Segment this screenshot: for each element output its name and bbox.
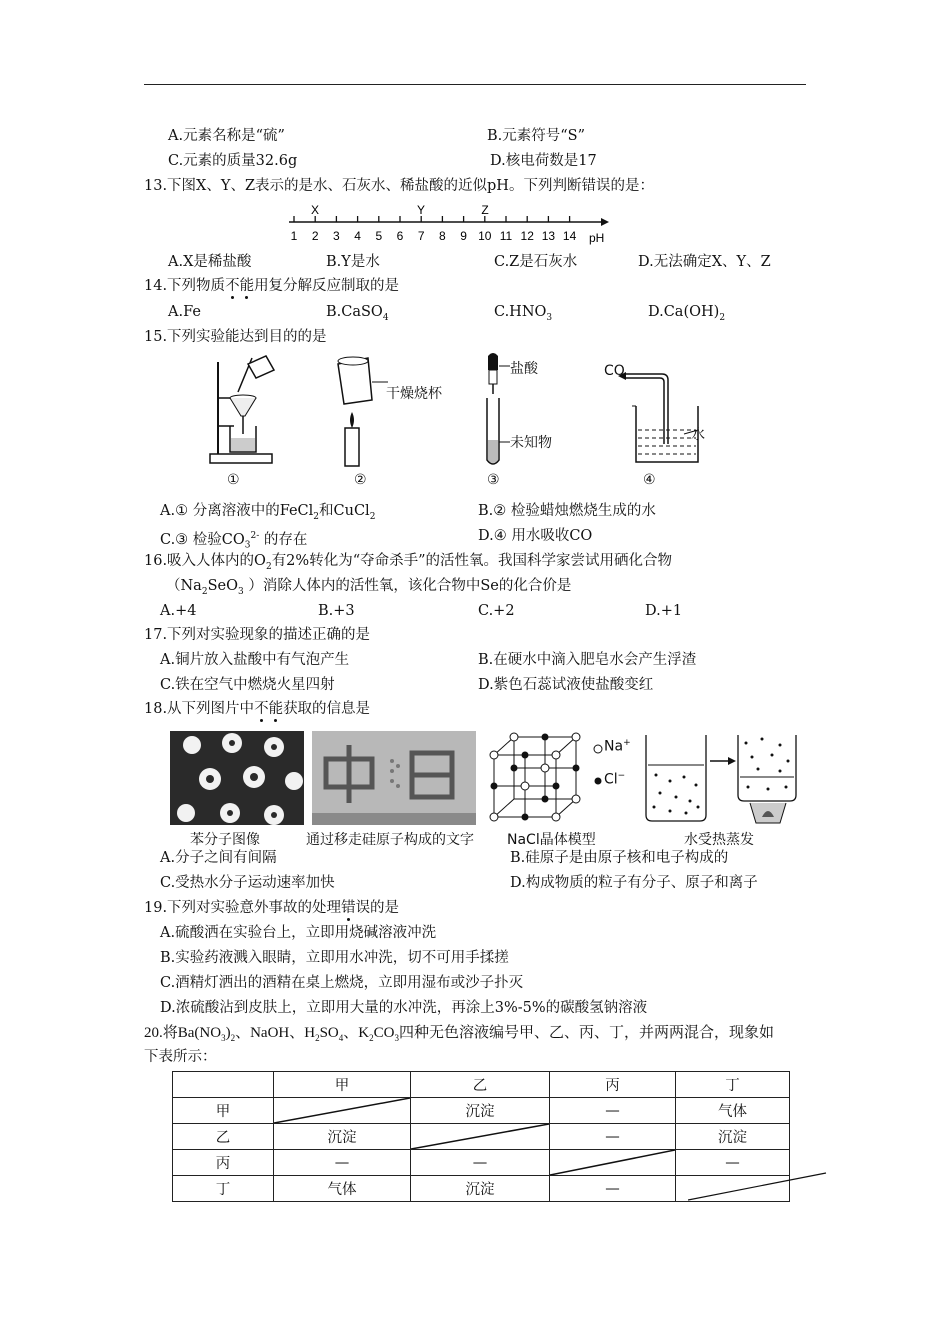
- q17-option-a: A.铜片放入盐酸中有气泡产生: [160, 652, 350, 668]
- q16-stem-line1: 16.吸入人体内的$O_2$有2%转化为“夺命杀手”的活性氧。我国科学家尝试用硒化合物: [144, 553, 673, 572]
- ph-tick-label: 2: [311, 229, 319, 243]
- table-header-row: [173, 1072, 790, 1098]
- ph-tick-label: 14: [562, 229, 577, 243]
- q19-option-b: B.实验药液溅入眼睛，立即用水冲洗，切不可用手揉搓: [160, 950, 509, 966]
- q13-option-a: A.X是稀盐酸: [168, 254, 252, 270]
- fig-label-water: 水: [691, 427, 705, 443]
- q17-stem: 17.下列对实验现象的描述正确的是: [144, 627, 371, 643]
- q18-option-c: C.受热水分子运动速率加快: [160, 875, 335, 891]
- table-row: [173, 1124, 790, 1150]
- table-cell: 沉淀: [411, 1098, 550, 1124]
- q14-option-b: B.CaSO$_4$: [326, 304, 389, 323]
- q12-option-a: A.元素名称是“硫”: [168, 128, 285, 144]
- q14-option-a: A.Fe: [168, 304, 201, 320]
- q19-option-d: D.浓硫酸沾到皮肤上，立即用大量的水冲洗，再涂上3%-5%的碳酸氢钠溶液: [160, 1000, 648, 1016]
- caption-benzene: 苯分子图像: [190, 832, 260, 848]
- ph-tick-label: 11: [499, 229, 513, 243]
- ph-tick-label: 1: [290, 229, 298, 243]
- fig-num-3: ③: [487, 472, 500, 488]
- q16-stem-line2: （$Na_2SeO_3$ ）消除人体内的活性氧，该化合物中Se的化合价是: [166, 578, 572, 597]
- q18-option-d: D.构成物质的粒子有分子、原子和离子: [510, 875, 758, 891]
- table-header-cell: 丁: [676, 1072, 790, 1098]
- ph-tick-label: 9: [460, 229, 467, 243]
- q12-option-b: B.元素符号“S”: [487, 128, 586, 144]
- q15-option-a: A.① 分离溶液中的FeCl$_2$和CuCl$_2$: [160, 503, 376, 522]
- q19-option-c: C.酒精灯洒出的酒精在桌上燃烧，立即用湿布或沙子扑灭: [160, 975, 524, 991]
- table-diagonal-cell: [550, 1150, 676, 1176]
- table-row: [173, 1098, 790, 1124]
- table-cell: 气体: [274, 1176, 411, 1202]
- q13-option-c: C.Z是石灰水: [494, 254, 578, 270]
- table-cell: 沉淀: [411, 1176, 550, 1202]
- table-row-label: 乙: [173, 1124, 274, 1150]
- q17-option-b: B.在硬水中滴入肥皂水会产生浮渣: [478, 652, 697, 668]
- ph-letter-y: Y: [416, 203, 426, 217]
- q16-option-c: C.+2: [478, 603, 515, 619]
- q13-stem: 13.下图X、Y、Z表示的是水、石灰水、稀盐酸的近似pH。下列判断错误的是：: [144, 178, 654, 194]
- q15-option-c: C.③ 检验$CO_3^{2-}$ 的存在: [160, 531, 308, 551]
- caption-nacl: NaCl晶体模型: [507, 832, 596, 848]
- q13-option-b: B.Y是水: [326, 254, 380, 270]
- q16-option-b: B.+3: [318, 603, 355, 619]
- table-cell: 气体: [676, 1098, 790, 1124]
- table-overhang-diagonal: [688, 1170, 828, 1202]
- fig-num-2: ②: [354, 472, 367, 488]
- ph-tick-label: 8: [439, 229, 446, 243]
- ph-tick-label: 7: [417, 229, 425, 243]
- table-row-label: 丁: [173, 1176, 274, 1202]
- candle-beaker-figure: [330, 352, 390, 470]
- silicon-atoms-text-image: [312, 731, 476, 825]
- table-cell: —: [274, 1150, 411, 1176]
- q13-option-d: D.无法确定X、Y、Z: [638, 254, 771, 270]
- q19-stem: 19.下列对实验意外事故的处理错误的是: [144, 900, 400, 916]
- legend-cl-ion: Cl−: [604, 771, 626, 788]
- ph-tick-label: 5: [375, 229, 383, 243]
- ph-tick-label: 3: [333, 229, 340, 243]
- fig-num-4: ④: [643, 472, 656, 488]
- q19-option-a: A.硫酸洒在实验台上，立即用烧碱溶液冲洗: [160, 925, 437, 941]
- ph-tick-label: 13: [541, 229, 556, 243]
- benzene-molecule-image: [170, 731, 304, 825]
- fig-num-1: ①: [227, 472, 240, 488]
- q18-option-b: B.硅原子是由原子核和电子构成的: [510, 850, 729, 866]
- ph-letter-z: Z: [481, 203, 489, 217]
- fig-label-hydrochloric-acid: 盐酸: [510, 361, 538, 377]
- ph-letter-x: X: [310, 203, 320, 217]
- table-row-label: 甲: [173, 1098, 274, 1124]
- table-header-cell: [173, 1072, 274, 1098]
- table-cell: —: [550, 1176, 676, 1202]
- q20-stem-line2: 下表所示：: [144, 1049, 217, 1065]
- q16-option-d: D.+1: [645, 603, 683, 619]
- table-diagonal-cell: [274, 1098, 411, 1124]
- fig-label-co: CO: [604, 363, 625, 379]
- ph-tick-label: 4: [354, 229, 361, 243]
- ph-tick-label: 6: [396, 229, 404, 243]
- table-diagonal-cell: [411, 1124, 550, 1150]
- table-cell: —: [550, 1124, 676, 1150]
- q12-option-c: C.元素的质量32.6g: [168, 153, 298, 169]
- table-cell: —: [550, 1098, 676, 1124]
- ph-tick-label: 12: [520, 229, 534, 243]
- fig-label-dry-beaker: 干燥烧杯: [386, 386, 442, 402]
- header-rule: [144, 84, 806, 85]
- table-row-label: 丙: [173, 1150, 274, 1176]
- table-cell: 沉淀: [676, 1124, 790, 1150]
- q18-option-a: A.分子之间有间隔: [160, 850, 277, 866]
- q14-option-c: $C.HNO_3$: [494, 304, 553, 323]
- q14-option-d: $D.Ca(OH)_2$: [648, 304, 726, 323]
- fig-label-unknown-substance: 未知物: [510, 435, 552, 451]
- q20-stem-line1: 20.将$Ba(NO_3)_2$、NaOH、$H_2SO_4$、$K_2CO_3$四种无色溶液编号甲、乙、丙、丁，并两两混合，现象如: [144, 1025, 774, 1043]
- q17-option-c: C.铁在空气中燃烧火星四射: [160, 677, 335, 693]
- filtration-apparatus-figure: [200, 350, 285, 468]
- water-evaporation-figure: [640, 731, 806, 827]
- ph-scale-figure: [283, 200, 613, 250]
- table-cell: —: [411, 1150, 550, 1176]
- caption-water-evaporation: 水受热蒸发: [684, 832, 754, 848]
- q18-stem: 18.从下列图片中不能获取的信息是: [144, 701, 371, 717]
- table-header-cell: 乙: [411, 1072, 550, 1098]
- caption-silicon: 通过移走硅原子构成的文字: [306, 832, 474, 848]
- q16-option-a: A.+4: [160, 603, 197, 619]
- table-cell: 沉淀: [274, 1124, 411, 1150]
- legend-na-ion: Na+: [604, 738, 631, 755]
- q14-stem: 14.下列物质不能用复分解反应制取的是: [144, 278, 400, 294]
- table-cell: —: [676, 1150, 790, 1176]
- q15-option-b: B.② 检验蜡烛燃烧生成的水: [478, 503, 656, 519]
- q17-option-d: D.紫色石蕊试液使盐酸变红: [478, 677, 654, 693]
- ph-unit-label: pH: [589, 231, 605, 245]
- q15-option-d: D.④ 用水吸收CO: [478, 528, 593, 544]
- table-header-cell: 丙: [550, 1072, 676, 1098]
- table-header-cell: 甲: [274, 1072, 411, 1098]
- ph-tick-label: 10: [478, 229, 492, 243]
- q15-stem: 15.下列实验能达到目的的是: [144, 329, 327, 345]
- q12-option-d: D.核电荷数是17: [490, 153, 597, 169]
